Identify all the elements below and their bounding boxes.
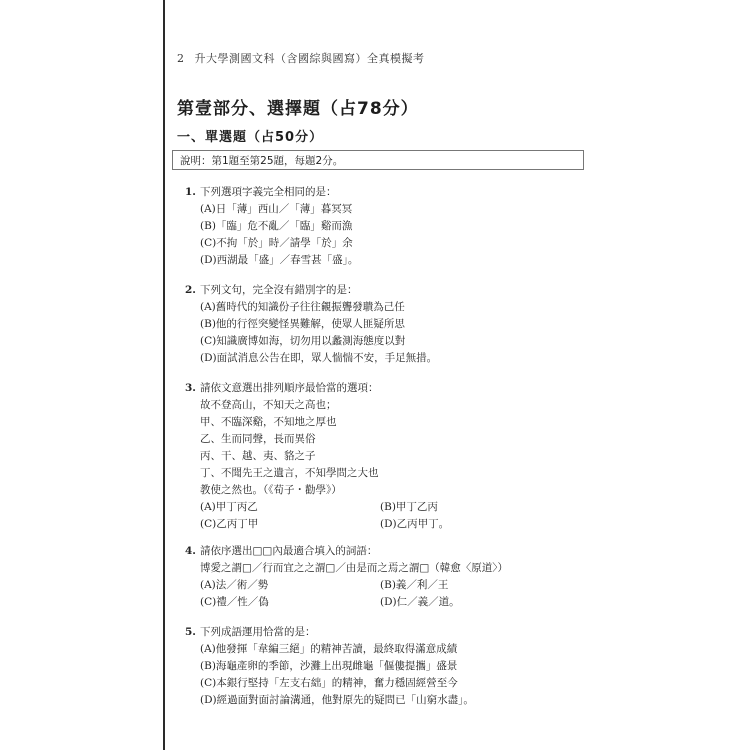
option-a: (A)他發揮「韋編三絕」的精神苦讀，最終取得滿意成績 [200, 643, 458, 655]
option-b: (B)甲丁乙丙 [380, 501, 438, 513]
running-header [177, 50, 425, 66]
passage-line: 甲、不臨深谿，不知地之厚也 [200, 416, 337, 428]
option-row [185, 516, 605, 533]
part-title: 第壹部分、選擇題（占78分） [177, 99, 419, 119]
passage-line: 丙、干、越、夷、貉之子 [200, 450, 316, 462]
passage-line: 故不登高山，不知天之高也； [200, 399, 337, 411]
option-c: (C)禮／性／偽 [200, 596, 269, 608]
question-4 [185, 543, 605, 611]
question-stem: 請依序選出□□內最適合填入的詞語： [200, 545, 378, 557]
question-number: 5. [185, 626, 196, 638]
option-a: (A)甲丁丙乙 [200, 501, 258, 513]
option-d: (D)經過面對面討論溝通，他對原先的疑問已「山窮水盡」。 [200, 694, 474, 706]
option-a: (A)舊時代的知識份子往往覦振聾發聵為己任 [200, 301, 405, 313]
option-b: (B)海龜產卵的季節，沙灘上出現雌龜「傴僂提攜」盛景 [200, 660, 458, 672]
book-page [165, 0, 750, 750]
question-stem: 請依文意選出排列順序最恰當的選項： [200, 382, 379, 394]
option-c: (C)乙丙丁甲 [200, 518, 259, 530]
passage-line: 教使之然也。（《荀子・勸學》） [200, 484, 342, 496]
option-row [185, 499, 605, 516]
option-row [185, 594, 605, 611]
question-number: 2. [185, 284, 196, 296]
option-row [185, 577, 605, 594]
question-stem: 下列成語運用恰當的是： [200, 626, 316, 638]
page-number: 2 [177, 52, 185, 65]
passage-line: 博愛之謂□／行而宜之之謂□／由是而之焉之謂□（韓愈〈原道〉） [200, 562, 509, 574]
option-a: (A)法／術／勢 [200, 579, 269, 591]
option-c: (C)本銀行堅持「左支右絀」的精神，奮力穩固經營至今 [200, 677, 458, 689]
option-d: (D)乙丙甲丁。 [380, 518, 450, 530]
question-3 [185, 380, 605, 533]
question-number: 4. [185, 545, 196, 557]
question-number: 3. [185, 382, 196, 394]
option-d: (D)面試消息公告在即，眾人惴惴不安，手足無措。 [200, 352, 438, 364]
question-2 [185, 282, 605, 367]
option-d: (D)西湖最「盛」／春雪甚「盛」。 [200, 254, 359, 266]
question-1 [185, 184, 605, 269]
option-c: (C)知識廣博如海，切勿用以蠡測海態度以對 [200, 335, 406, 347]
question-5 [185, 624, 605, 709]
passage-line: 乙、生而同聲，長而異俗 [200, 433, 316, 445]
option-b: (B)他的行徑突變怪異難解，使眾人匪疑所思 [200, 318, 405, 330]
option-b: (B)「臨」危不亂／「臨」谿而漁 [200, 220, 353, 232]
section-title: 一、單選題（占50分） [177, 130, 324, 145]
instructions-box: 說明：第1題至第25題，每題2分。 [172, 150, 584, 170]
option-d: (D)仁／義／道。 [380, 596, 460, 608]
option-a: (A)日「薄」西山／「薄」暮冥冥 [200, 203, 353, 215]
question-stem: 下列文句，完全沒有錯別字的是： [200, 284, 358, 296]
book-title: 升大學測國文科（含國綜與國寫）全真模擬考 [194, 52, 425, 65]
passage-line: 丁、不聞先王之遺言，不知學問之大也 [200, 467, 379, 479]
question-stem: 下列選項字義完全相同的是： [200, 186, 337, 198]
option-b: (B)義／利／王 [380, 579, 449, 591]
question-number: 1. [185, 186, 196, 198]
option-c: (C)不拘「於」時／請學「於」余 [200, 237, 353, 249]
